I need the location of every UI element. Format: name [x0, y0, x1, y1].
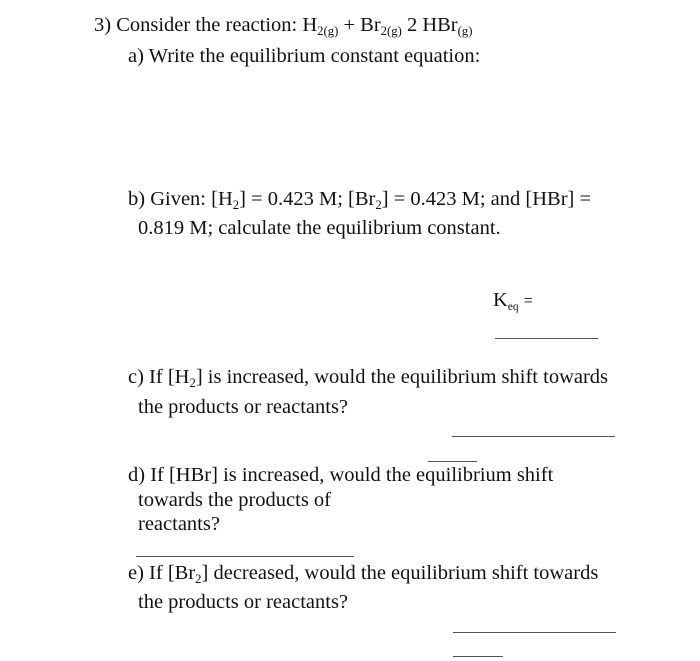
question-prompt: Consider the reaction:: [116, 14, 298, 36]
answer-line-c-short[interactable]: [428, 461, 477, 462]
question-3-header: [94, 14, 473, 39]
part-c-line-1: c) If $[H_2]$ is increased, would the equilibrium shift towards: [128, 366, 609, 391]
question-number: 3): [94, 14, 112, 36]
part-d-line-3: reactants?: [138, 513, 220, 535]
plus-sign: +: [343, 14, 356, 36]
keq-label: $K_{eq}$ =: [493, 289, 533, 313]
answer-line-d[interactable]: [136, 556, 354, 557]
reactant-h2: $H_{2(g)}$: [302, 14, 339, 39]
part-b-line-2: 0.819 M; calculate the equilibrium constant.: [138, 217, 501, 239]
answer-line-c[interactable]: [452, 436, 615, 437]
part-d-line-2: towards the products of: [138, 489, 331, 511]
part-e-line-2: the products or reactants?: [138, 591, 349, 613]
part-c-line-2: the products or reactants?: [138, 396, 349, 418]
answer-line-b[interactable]: [495, 338, 598, 339]
reactant-br2: $Br_{2(g)}$: [360, 14, 402, 39]
part-e-line-1: e) If $[Br_2]$ decreased, would the equilibrium shift towards: [128, 562, 599, 587]
product-hbr: 2 HBr$_{(g)}$: [406, 14, 473, 39]
part-a-text: a) Write the equilibrium constant equation:: [128, 45, 481, 67]
answer-line-e[interactable]: [453, 632, 616, 633]
answer-line-e-short[interactable]: [453, 656, 503, 657]
part-d-line-1: d) If [HBr] is increased, would the equilibrium shift: [128, 464, 554, 486]
part-b-line-1: b) Given: $[H_2] = 0.423$ M; $[Br_2] = 0.423$ M; and [HBr] =: [128, 188, 592, 213]
